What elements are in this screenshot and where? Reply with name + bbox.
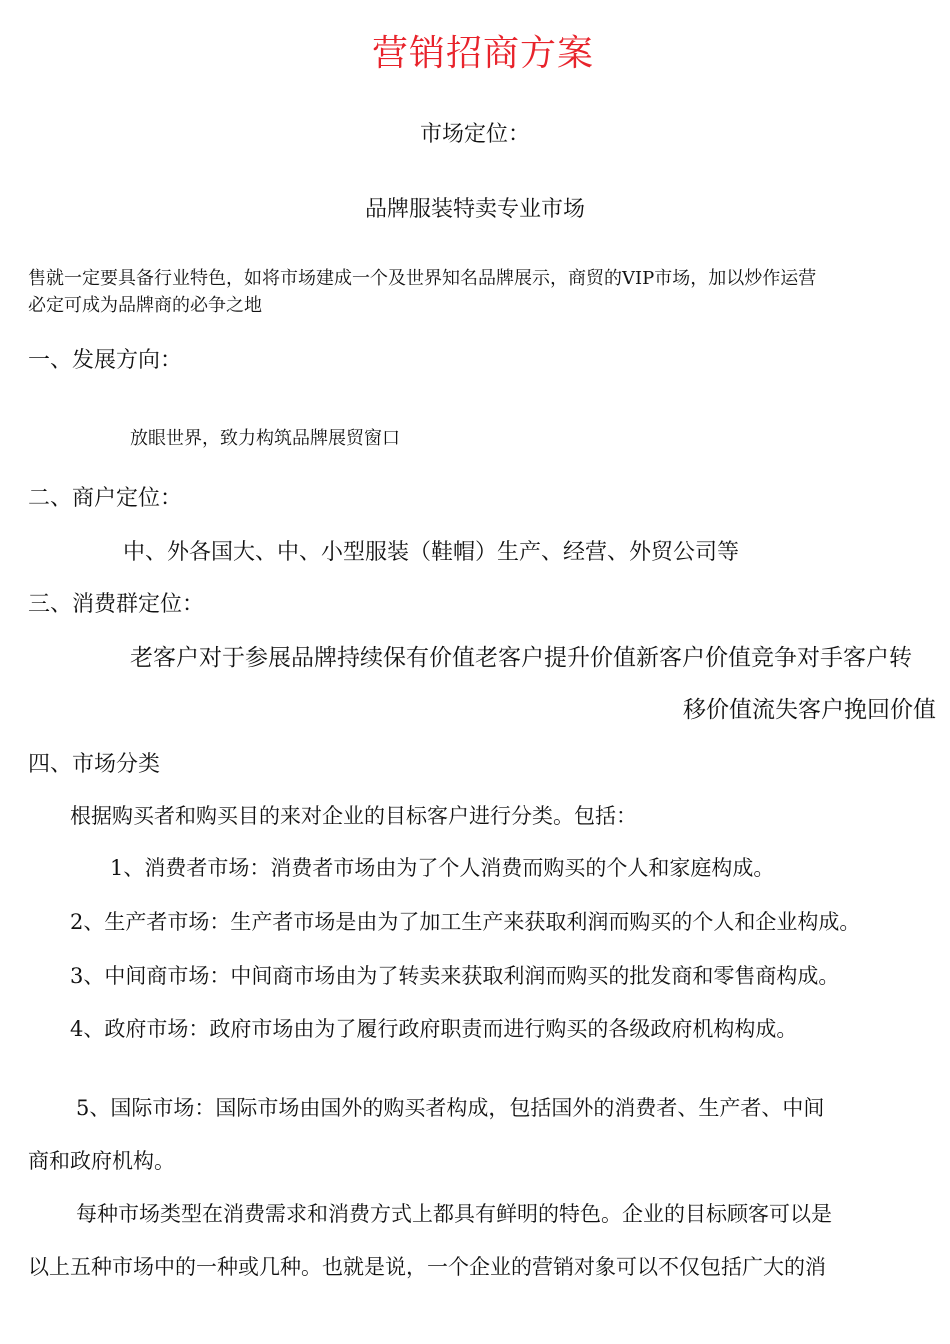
market-item-4: 4、政府市场：政府市场由为了履行政府职责而进行购买的各级政府机构构成。 [70, 1017, 798, 1041]
document-title: 营销招商方案 [371, 33, 594, 74]
market-item-5-line-2: 商和政府机构。 [28, 1149, 175, 1173]
intro-line-2: 必定可成为品牌商的必争之地 [28, 295, 262, 316]
intro-line-1: 售就一定要具备行业特色，如将市场建成一个及世界知名品牌展示，商贸的VIP市场，加以炒作运营 [28, 268, 817, 289]
closing-line-1: 每种市场类型在消费需求和消费方式上都具有鲜明的特色。企业的目标顾客可以是 [76, 1202, 832, 1226]
development-content: 放眼世界，致力构筑品牌展贸窗口 [130, 428, 400, 449]
section-heading-development: 一、发展方向： [28, 348, 183, 373]
market-item-5-line-1: 5、国际市场：国际市场由国外的购买者构成，包括国外的消费者、生产者、中间 [76, 1096, 825, 1120]
market-position-label: 市场定位： [419, 122, 530, 147]
merchant-content: 中、外各国大、中、小型服装（鞋帽）生产、经营、外贸公司等 [123, 540, 740, 565]
consumer-content-line-2: 移价值流失客户挽回价值 [683, 697, 936, 723]
section-heading-consumer: 三、消费群定位： [28, 592, 205, 617]
section-heading-market-class: 四、市场分类 [28, 752, 161, 777]
consumer-content-line-1: 老客户对于参展品牌持续保有价值老客户提升价值新客户价值竞争对手客户转 [130, 645, 912, 671]
market-item-1: 1、消费者市场：消费者市场由为了个人消费而购买的个人和家庭构成。 [110, 856, 775, 880]
market-class-intro: 根据购买者和购买目的来对企业的目标客户进行分类。包括： [70, 804, 637, 828]
market-item-3: 3、中间商市场：中间商市场由为了转卖来获取利润而购买的批发商和零售商构成。 [70, 964, 840, 988]
market-item-2: 2、生产者市场：生产者市场是由为了加工生产来获取利润而购买的个人和企业构成。 [70, 910, 861, 934]
closing-line-2: 以上五种市场中的一种或几种。也就是说，一个企业的营销对象可以不仅包括广大的消 [28, 1255, 826, 1279]
section-heading-merchant: 二、商户定位： [28, 486, 183, 511]
market-position-value: 品牌服装特卖专业市场 [364, 197, 585, 222]
